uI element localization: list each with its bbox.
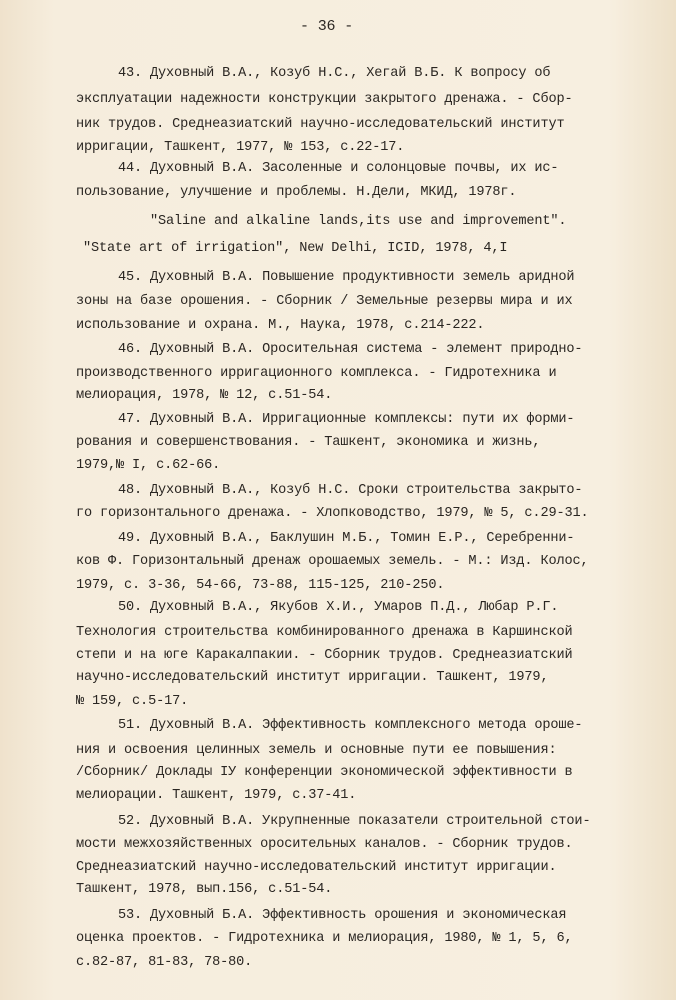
text-line: 53. Духовный Б.А. Эффективность орошения и экономическая — [118, 908, 567, 923]
text-line: 50. Духовный В.А., Якубов Х.И., Умаров П.Д., Любар Р.Г. — [118, 600, 559, 615]
text-line: пользование, улучшение и проблемы. Н.Дели, МКИД, 1978г. — [76, 185, 517, 200]
text-line: 52. Духовный В.А. Укрупненные показатели строительной стои- — [118, 814, 591, 829]
text-line: № 159, с.5-17. — [76, 694, 189, 709]
text-line: 47. Духовный В.А. Ирригационные комплексы: пути их форми- — [118, 412, 575, 427]
text-line: мелиорация, 1978, № 12, с.51-54. — [76, 388, 333, 403]
text-line: степи и на юге Каракалпакии. - Сборник трудов. Среднеазиатский — [76, 648, 573, 663]
text-line: ирригации, Ташкент, 1977, № 153, с.22-17. — [76, 140, 405, 155]
text-line: эксплуатации надежности конструкции закрытого дренажа. - Сбор- — [76, 92, 573, 107]
text-line: "State art of irrigation", New Delhi, ICID, 1978, 4,I — [83, 241, 508, 256]
text-line: 44. Духовный В.А. Засоленные и солонцовые почвы, их ис- — [118, 161, 559, 176]
text-line: го горизонтального дренажа. - Хлопководство, 1979, № 5, с.29-31. — [76, 506, 589, 521]
text-line: "Saline and alkaline lands,its use and improvement". — [150, 214, 567, 229]
text-line: 46. Духовный В.А. Оросительная система - элемент природно- — [118, 342, 583, 357]
text-line: 45. Духовный В.А. Повышение продуктивности земель аридной — [118, 270, 575, 285]
text-line: использование и охрана. М., Наука, 1978, с.214-222. — [76, 318, 485, 333]
text-line: рования и совершенствования. - Ташкент, экономика и жизнь, — [76, 435, 541, 450]
text-line: производственного ирригационного комплекса. - Гидротехника и — [76, 366, 557, 381]
text-line: 48. Духовный В.А., Козуб Н.С. Сроки строительства закрыто- — [118, 483, 583, 498]
text-line: 43. Духовный В.А., Козуб Н.С., Хегай В.Б. К вопросу об — [118, 66, 551, 81]
text-line: ник трудов. Среднеазиатский научно-исследовательский институт — [76, 117, 565, 132]
text-line: Среднеазиатский научно-исследовательский институт ирригации. — [76, 860, 557, 875]
text-line: 51. Духовный В.А. Эффективность комплексного метода ороше- — [118, 718, 583, 733]
text-line: с.82-87, 81-83, 78-80. — [76, 955, 253, 970]
text-line: Технология строительства комбинированного дренажа в Каршинской — [76, 625, 573, 640]
text-line: оценка проектов. - Гидротехника и мелиорация, 1980, № 1, 5, 6, — [76, 931, 573, 946]
text-line: научно-исследовательский институт ирригации. Ташкент, 1979, — [76, 670, 549, 685]
text-line: мости межхозяйственных оросительных каналов. - Сборник трудов. — [76, 837, 573, 852]
text-line: Ташкент, 1978, вып.156, с.51-54. — [76, 882, 333, 897]
text-line: 1979, с. 3-36, 54-66, 73-88, 115-125, 210-250. — [76, 578, 445, 593]
text-line: 1979,№ I, с.62-66. — [76, 458, 221, 473]
text-line: ков Ф. Горизонтальный дренаж орошаемых земель. - М.: Изд. Колос, — [76, 554, 589, 569]
text-line: мелиорации. Ташкент, 1979, с.37-41. — [76, 788, 357, 803]
page-number: - 36 - — [300, 18, 354, 35]
text-line: зоны на базе орошения. - Сборник / Земельные резервы мира и их — [76, 294, 573, 309]
text-line: /Сборник/ Доклады IУ конференции экономической эффективности в — [76, 765, 573, 780]
text-line: ния и освоения целинных земель и основные пути ее повышения: — [76, 743, 557, 758]
text-line: 49. Духовный В.А., Баклушин М.Б., Томин Е.Р., Серебренни- — [118, 531, 575, 546]
